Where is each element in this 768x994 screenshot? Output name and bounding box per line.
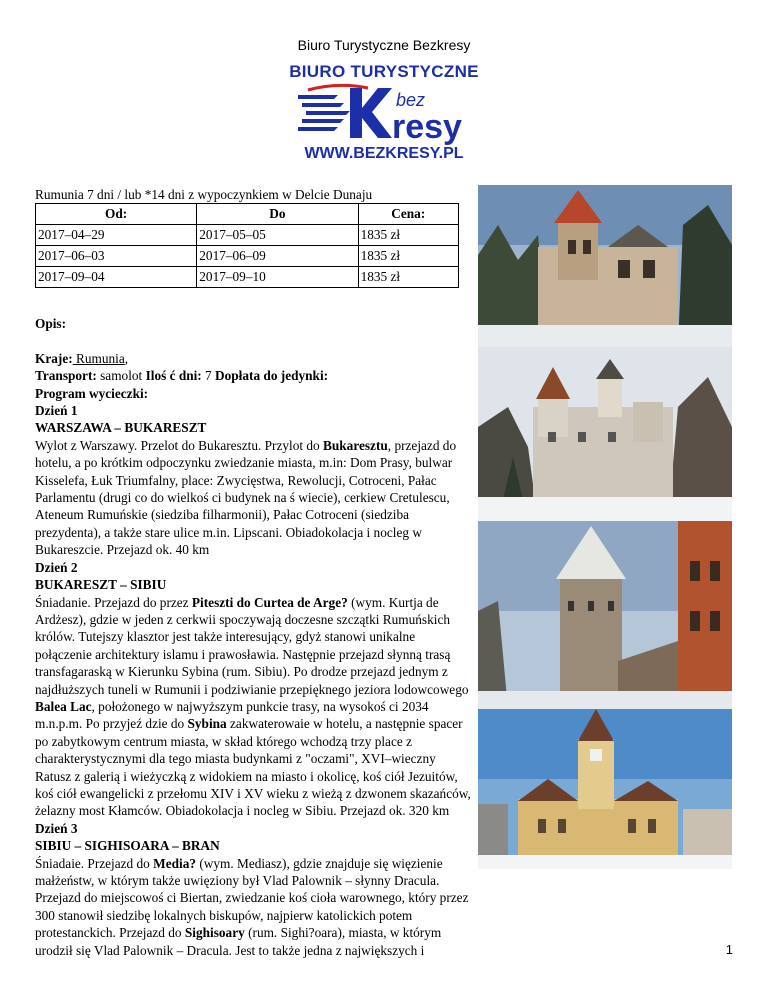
day-2-highlight-b: Balea Lac	[35, 698, 92, 714]
sibiu-tower-photo	[478, 521, 732, 709]
day-1-route: WARSZAWA – BUKARESZT	[35, 420, 207, 436]
table-row	[36, 246, 459, 267]
day-2-text	[35, 594, 475, 820]
date-to: 2017–05–05	[197, 225, 358, 246]
bran-castle-photo	[478, 347, 732, 521]
company-logo	[284, 60, 484, 168]
page-number: 1	[725, 942, 733, 957]
countries-tail: ,	[124, 350, 129, 366]
header-to: Do	[197, 204, 358, 225]
day-1-label: Dzień 1	[35, 403, 78, 419]
day-1-highlight: Bukaresztu	[323, 437, 388, 453]
table-row	[36, 225, 459, 246]
day-1-text	[35, 437, 475, 559]
day-2-route: BUKARESZT – SIBIU	[35, 577, 167, 593]
company-header: Biuro Turystyczne Bezkresy	[297, 37, 471, 53]
transport-label: Transport:	[35, 368, 97, 384]
day-3-text-b: (wym. Mediasz), gdzie znajduje się więzienie małżeństw, w którym także uwięziony był Vlad Palownik – słynny Dracula. Przejazd do miejscowoś ci Biertan, zwiedzanie koś cioła warownego, który przez 300 stanowił siedzibę lokalnych biskupów, najpierw katolickich potem protestanckich. Przejazd do	[35, 855, 469, 941]
day-3-text-a: Śniadaie. Przejazd do	[35, 855, 154, 871]
trip-title: Rumunia 7 dni / lub *14 dni z wypoczynkiem w Delcie Dunaju	[35, 187, 373, 202]
day-3-label: Dzień 3	[35, 820, 78, 836]
days-label: Iloś ć dni:	[145, 368, 202, 384]
logo-url[interactable]: WWW.BEZKRESY.PL	[304, 145, 464, 162]
table-header-row	[36, 204, 459, 225]
town-square-photo	[478, 709, 732, 869]
svg-text:bez: bez	[396, 90, 426, 110]
day-2-label: Dzień 2	[35, 559, 78, 575]
day-2-text-c: , położonego w najwyższym punkcie trasy, na wysokoś ci 2034 m.n.p.m. Po przyjeź dzie do	[35, 698, 429, 732]
day-1-text-b: , przejazd do hotelu, a po krótkim odpoczynku zwiedzanie miasta, m.in: Dom Prasy, bulwar Kisselefa, Łuk Triumfalny, place: Zwycięstwa, Rewolucji, Cotroceni, Pałac Parlamentu (drugi co do wielkoś ci budynek na ś wiecie), cerkiew Cretulescu, Ateneum Rumuńskie (siedziba filharmonii), Pałac Cotroceni (siedziba prezydenta), a także stare ulice m.in. Lipscani. Obiadokolacja i nocleg w Bukareszcie. Przejazd ok. 40 km	[35, 437, 457, 558]
svg-text:resy: resy	[392, 108, 462, 146]
countries-label: Kraje:	[35, 350, 73, 366]
day-2-text-b: (wym. Kurtja de Ardżesz), gdzie w jeden z cerkwii spoczywają doczesne szczątki Rumuńskich królów. Tutejszy klasztor jest także interesujący, gdyż stanowi unikalne połączenie architektury islamu i prawosławia. Następnie przejazd słynną trasą transfagaraską w Kierunku Sybina (rum. Sibiu). Po drodze przejazd jednym z najdłuższych tuneli w Rumunii i podziwianie przepięknego jeziora lodowcowego	[35, 594, 469, 697]
single-supplement-label: Dopłata do jedynki:	[215, 368, 329, 384]
description-heading: Opis:	[35, 316, 67, 332]
day-2-highlight-a: Piteszti do Curtea de Arge?	[191, 594, 348, 610]
date-to: 2017–09–10	[197, 267, 358, 288]
header-price: Cena:	[358, 204, 458, 225]
logo-title: BIURO TURYSTYCZNE	[289, 62, 479, 81]
countries-line	[35, 350, 475, 367]
countries-value[interactable]: Rumunia	[72, 350, 125, 366]
day-3-highlight-b: Sighisoary	[184, 925, 245, 941]
day-3-text	[35, 855, 475, 959]
day-2-highlight-c: Sybina	[187, 716, 227, 732]
price: 1835 zł	[358, 225, 458, 246]
day-2-text-a: Śniadanie. Przejazd do przez	[35, 594, 192, 610]
day-3-highlight-a: Media?	[153, 855, 196, 871]
date-from: 2017–04–29	[36, 225, 197, 246]
program-heading: Program wycieczki:	[35, 385, 149, 401]
day-3-route: SIBIU – SIGHISOARA – BRAN	[35, 838, 220, 854]
day-1-text-a: Wylot z Warszawy. Przelot do Bukaresztu. Przylot do	[35, 437, 324, 453]
days-value: 7	[201, 368, 216, 384]
logo-emblem-icon	[298, 82, 478, 146]
day-2-text-d: zakwaterowaie w hotelu, a następnie spacer po zabytkowym centrum miasta, w skład którego wchodzą trzy place z charakterystycznymi dla tego miasta budynkami z "oczami", XVI–wieczny Ratusz z galerią i wieżyczką z widokiem na miasto i okolicę, koś ciół Jezuitów, koś ciół ewangelicki z przełomu XIV i XV wieku z wieżą z dzwonem skazańców, żelazny most Kłamców. Obiadokolacja i nocleg w Sibiu. Przejazd ok. 320 km	[35, 716, 471, 819]
table-row	[36, 267, 459, 288]
price: 1835 zł	[358, 246, 458, 267]
castle-photo	[478, 185, 732, 347]
dates-table	[35, 203, 459, 288]
transport-line	[35, 367, 475, 384]
day-3-text-c: (rum. Sighi?oara), miasta, w którym urodził się Vlad Palownik – Dracula. Jest to także jedna z największych i	[35, 925, 442, 958]
date-from: 2017–09–04	[36, 267, 197, 288]
main-content	[35, 186, 475, 959]
price: 1835 zł	[358, 267, 458, 288]
date-from: 2017–06–03	[36, 246, 197, 267]
header-from: Od:	[36, 204, 197, 225]
transport-value: samolot	[96, 368, 146, 384]
date-to: 2017–06–09	[197, 246, 358, 267]
